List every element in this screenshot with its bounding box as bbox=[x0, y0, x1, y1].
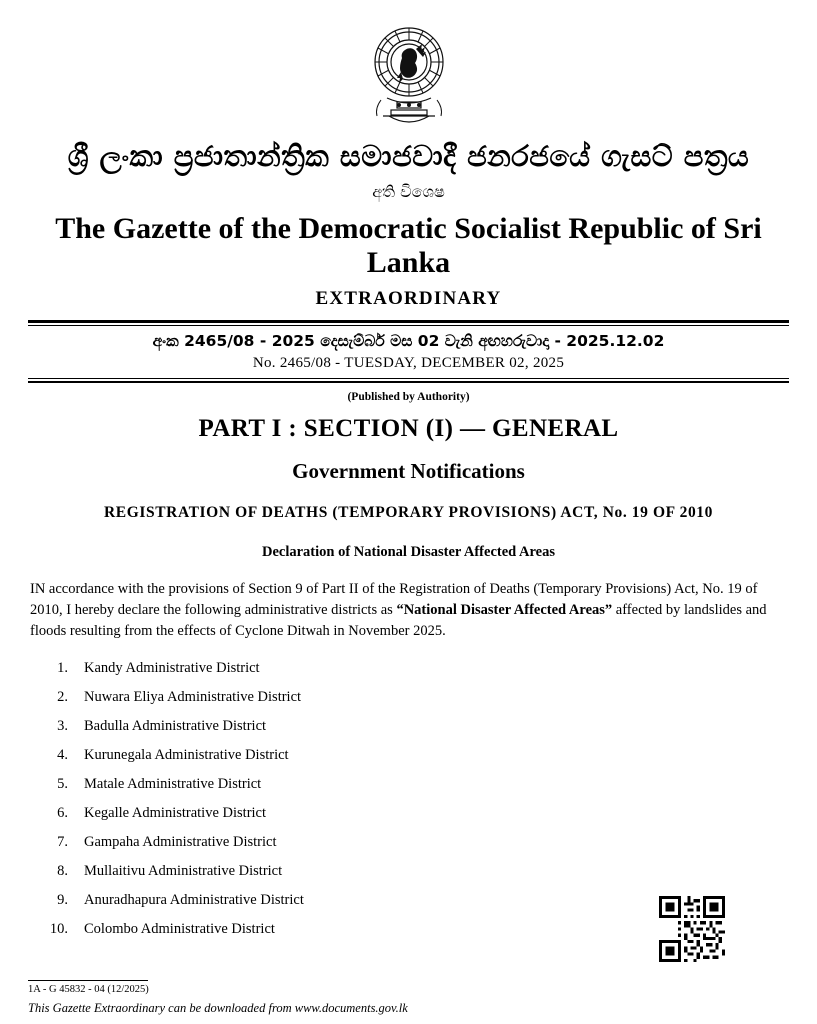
list-item-label: Nuwara Eliya Administrative District bbox=[84, 689, 302, 706]
list-item bbox=[42, 805, 789, 822]
list-item-label: Kegalle Administrative District bbox=[84, 805, 267, 822]
list-item-number: 6. bbox=[57, 805, 68, 822]
emblem-container bbox=[28, 16, 789, 132]
list-item-label: Mullaitivu Administrative District bbox=[84, 863, 283, 880]
list-item bbox=[42, 747, 789, 764]
divider-thin-bottom bbox=[28, 378, 789, 379]
paragraph-quoted-term: “National Disaster Affected Areas” bbox=[396, 602, 613, 619]
list-item-number: 10. bbox=[49, 921, 68, 938]
list-item bbox=[42, 718, 789, 735]
list-item-label: Kurunegala Administrative District bbox=[84, 747, 289, 764]
list-item bbox=[42, 660, 789, 677]
qr-code-container bbox=[659, 896, 725, 962]
list-item-number: 1. bbox=[57, 660, 68, 677]
list-item bbox=[42, 776, 789, 793]
published-by-authority: (Published by Authority) bbox=[347, 391, 470, 404]
sri-lanka-national-emblem-icon bbox=[353, 16, 465, 132]
sinhala-masthead-title: ශ්‍රී ලංකා ප්‍රජාතාන්ත්‍රික සමාජවාදී ජනරජයේ ගැසට් පත්‍රය bbox=[67, 139, 750, 173]
list-item bbox=[42, 834, 789, 851]
sinhala-masthead-subtitle: අති විශෙෂ bbox=[372, 182, 445, 202]
declaration-title-heading: Declaration of National Disaster Affected Areas bbox=[261, 544, 556, 561]
part-section-heading: PART I : SECTION (I) — GENERAL bbox=[198, 415, 619, 443]
paragraph-text-part1: IN accordance with the provisions of Section 9 of Part II of the Registration of Deaths (Temporary Provisions) Act, No. 19 of 2010, I hereby declare the following administrative districts as bbox=[30, 581, 758, 619]
qr-code-icon bbox=[659, 896, 725, 962]
list-item-number: 5. bbox=[57, 776, 68, 793]
government-notifications-heading: Government Notifications bbox=[292, 459, 525, 484]
list-item-label: Badulla Administrative District bbox=[84, 718, 267, 735]
footer-divider bbox=[28, 980, 148, 981]
list-item-label: Colombo Administrative District bbox=[84, 921, 275, 938]
list-item bbox=[42, 863, 789, 880]
english-masthead-title: The Gazette of the Democratic Socialist Republic of Sri Lanka bbox=[55, 212, 762, 280]
issue-line-sinhala: අංක 2465/08 - 2025 දෙසැම්බර් මස 02 වැනි අඟහරුවාදා - 2025.12.02 bbox=[152, 332, 665, 351]
footer-download-note: This Gazette Extraordinary can be downloaded from www.documents.gov.lk bbox=[28, 1001, 408, 1015]
list-item bbox=[42, 689, 789, 706]
list-item-number: 2. bbox=[57, 689, 68, 706]
list-item-number: 4. bbox=[57, 747, 68, 764]
list-item-label: Matale Administrative District bbox=[84, 776, 262, 793]
declaration-paragraph bbox=[28, 579, 789, 642]
divider-thick-bottom bbox=[28, 381, 789, 383]
list-item-number: 3. bbox=[57, 718, 68, 735]
extraordinary-label: EXTRAORDINARY bbox=[315, 288, 502, 310]
list-item-label: Gampaha Administrative District bbox=[84, 834, 277, 851]
page-footer bbox=[28, 980, 788, 1016]
list-item-number: 9. bbox=[57, 892, 68, 909]
list-item-number: 7. bbox=[57, 834, 68, 851]
list-item-label: Anuradhapura Administrative District bbox=[84, 892, 304, 909]
footer-print-code: 1A - G 45832 - 04 (12/2025) bbox=[28, 984, 149, 995]
divider-thin-top bbox=[28, 325, 789, 326]
issue-line-english: No. 2465/08 - TUESDAY, DECEMBER 02, 2025 bbox=[252, 355, 565, 372]
divider-thick-top bbox=[28, 320, 789, 323]
paragraph-text-part2: affected by landslides and floods resulting from the effects of Cyclone Ditwah in November 2025. bbox=[30, 602, 767, 640]
act-title-heading: REGISTRATION OF DEATHS (TEMPORARY PROVISIONS) ACT, No. 19 OF 2010 bbox=[104, 504, 713, 522]
list-item-number: 8. bbox=[57, 863, 68, 880]
list-item-label: Kandy Administrative District bbox=[84, 660, 260, 677]
